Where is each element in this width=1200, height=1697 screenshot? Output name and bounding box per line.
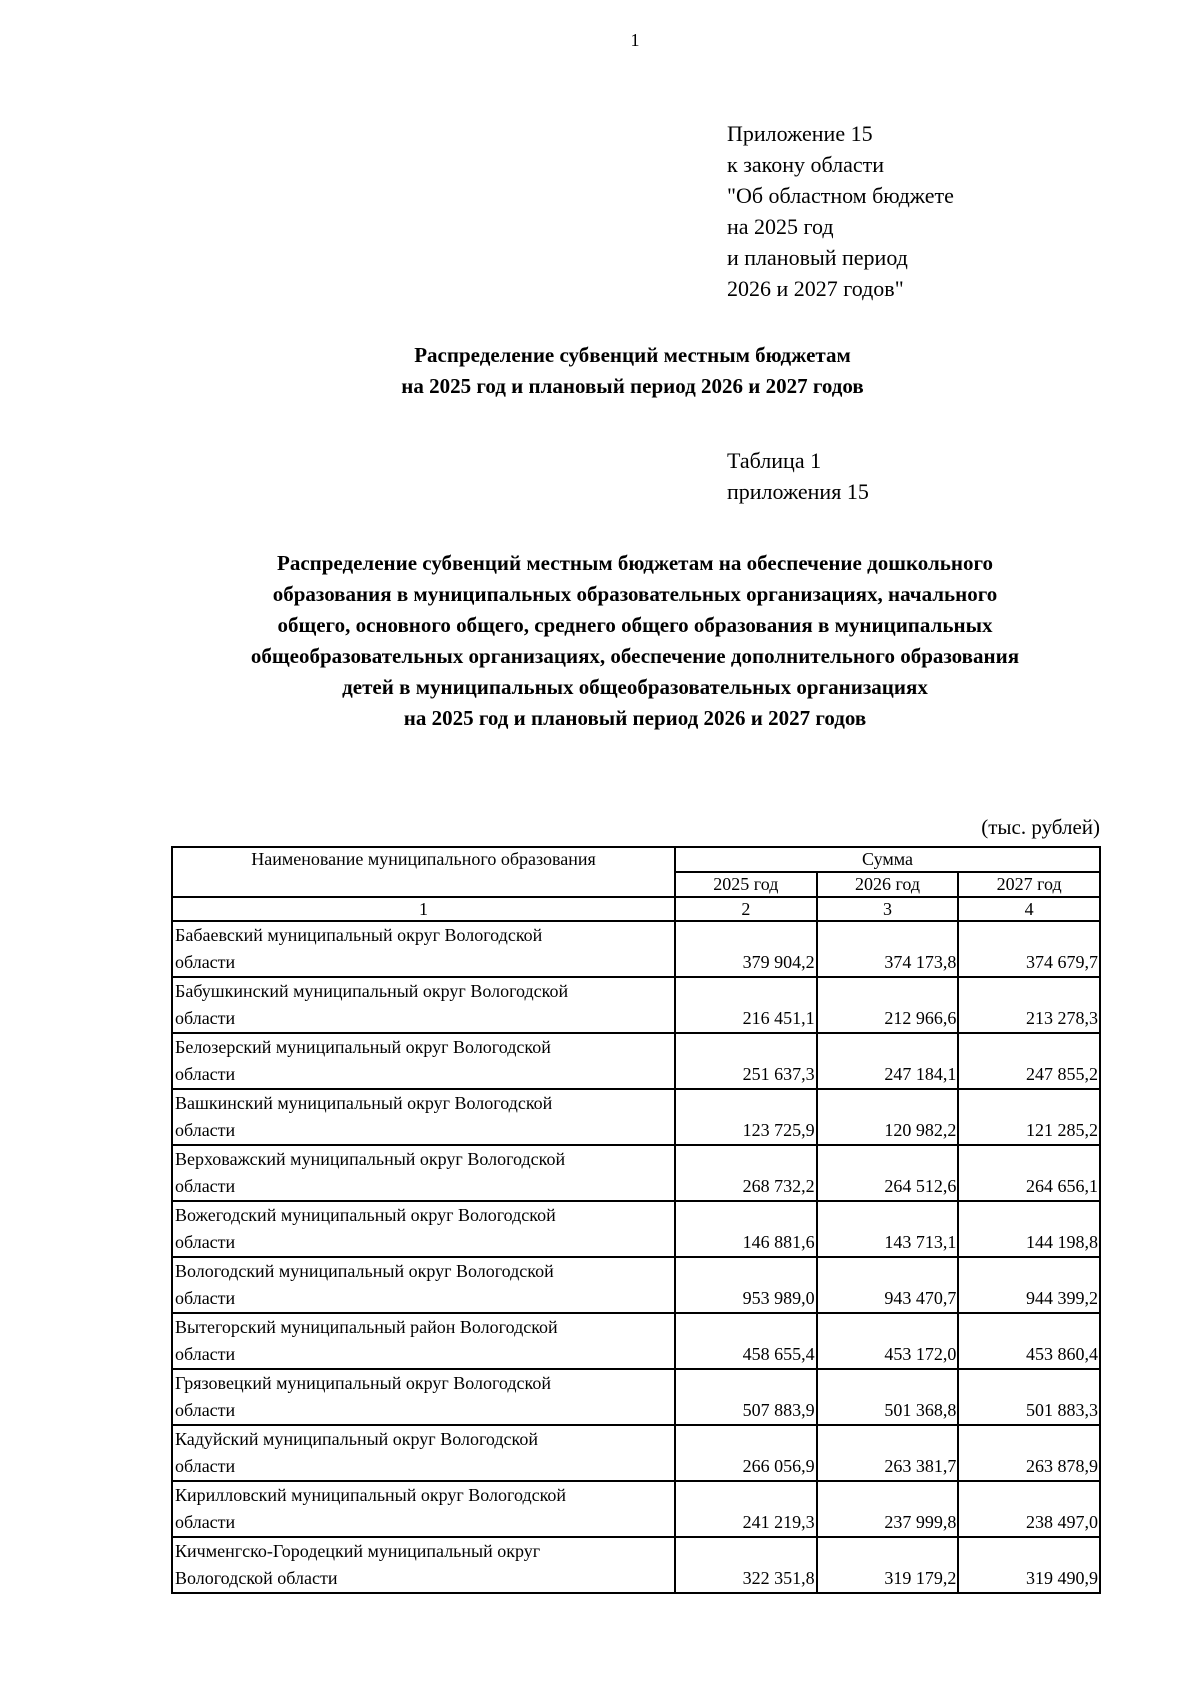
municipality-name-line: Вологодской области bbox=[175, 1568, 338, 1588]
municipality-name-line: Кирилловский муниципальный округ Вологодской bbox=[175, 1485, 567, 1505]
index-cell: 4 bbox=[958, 897, 1100, 921]
amount-2025: 146 881,6 bbox=[675, 1201, 817, 1257]
municipality-name bbox=[172, 1257, 675, 1313]
page-number: 1 bbox=[630, 30, 640, 50]
amount-2027: 374 679,7 bbox=[958, 921, 1100, 977]
table-title-line: на 2025 год и плановый период 2026 и 2027 годов bbox=[403, 706, 867, 730]
table-row bbox=[172, 1257, 1100, 1313]
amount-2025: 251 637,3 bbox=[675, 1033, 817, 1089]
table-reference-line: Таблица 1 bbox=[727, 448, 822, 473]
table-row bbox=[172, 977, 1100, 1033]
amount-2025: 379 904,2 bbox=[675, 921, 817, 977]
municipality-name-line: Белозерский муниципальный округ Вологодской bbox=[175, 1037, 551, 1057]
amount-2027: 144 198,8 bbox=[958, 1201, 1100, 1257]
municipality-name-line: области bbox=[175, 1232, 236, 1252]
appendix-reference bbox=[727, 118, 954, 304]
amount-2027: 238 497,0 bbox=[958, 1481, 1100, 1537]
municipality-name-line: Грязовецкий муниципальный округ Вологодской bbox=[175, 1373, 552, 1393]
municipality-name bbox=[172, 1425, 675, 1481]
main-title-line: Распределение субвенций местным бюджетам bbox=[414, 343, 851, 367]
amount-2027: 501 883,3 bbox=[958, 1369, 1100, 1425]
amount-2026: 319 179,2 bbox=[817, 1537, 959, 1593]
municipality-name bbox=[172, 1033, 675, 1089]
amount-2027: 264 656,1 bbox=[958, 1145, 1100, 1201]
amount-2025: 458 655,4 bbox=[675, 1313, 817, 1369]
municipality-name bbox=[172, 977, 675, 1033]
main-title-line: на 2025 год и плановый период 2026 и 2027 годов bbox=[401, 374, 864, 398]
municipality-name-line: области bbox=[175, 1176, 236, 1196]
municipality-name-line: Кадуйский муниципальный округ Вологодской bbox=[175, 1429, 538, 1449]
table-row bbox=[172, 1537, 1100, 1593]
municipality-name-line: области bbox=[175, 1120, 236, 1140]
table-title-line: детей в муниципальных общеобразовательных организациях bbox=[342, 675, 928, 699]
amount-2025: 953 989,0 bbox=[675, 1257, 817, 1313]
amount-2026: 120 982,2 bbox=[817, 1089, 959, 1145]
amount-2025: 507 883,9 bbox=[675, 1369, 817, 1425]
municipality-name-line: области bbox=[175, 1400, 236, 1420]
municipality-name-line: области bbox=[175, 1344, 236, 1364]
table-row bbox=[172, 1369, 1100, 1425]
header-sum: Сумма bbox=[675, 847, 1100, 872]
index-cell: 3 bbox=[817, 897, 959, 921]
municipality-name bbox=[172, 1369, 675, 1425]
table-row bbox=[172, 1425, 1100, 1481]
amount-2025: 123 725,9 bbox=[675, 1089, 817, 1145]
municipality-name-line: Вологодский муниципальный округ Вологодской bbox=[175, 1261, 554, 1281]
amount-2025: 216 451,1 bbox=[675, 977, 817, 1033]
table-title-line: образования в муниципальных образовательных организациях, начального bbox=[272, 582, 998, 606]
municipality-name bbox=[172, 1145, 675, 1201]
municipality-name-line: Бабушкинский муниципальный округ Вологодской bbox=[175, 981, 569, 1001]
header-year-2026: 2026 год bbox=[817, 872, 959, 897]
municipality-name-line: Вашкинский муниципальный округ Вологодской bbox=[175, 1093, 553, 1113]
appendix-line: к закону области bbox=[727, 152, 885, 177]
municipality-name-line: области bbox=[175, 1064, 236, 1084]
amount-2027: 247 855,2 bbox=[958, 1033, 1100, 1089]
amount-2025: 266 056,9 bbox=[675, 1425, 817, 1481]
amount-2026: 212 966,6 bbox=[817, 977, 959, 1033]
table-row bbox=[172, 1481, 1100, 1537]
index-cell: 1 bbox=[172, 897, 675, 921]
table-row bbox=[172, 1033, 1100, 1089]
table-row bbox=[172, 1089, 1100, 1145]
municipality-name bbox=[172, 1201, 675, 1257]
municipality-name-line: области bbox=[175, 1288, 236, 1308]
table-body bbox=[172, 897, 1100, 1593]
main-title bbox=[0, 340, 1200, 402]
amount-2025: 241 219,3 bbox=[675, 1481, 817, 1537]
amount-2027: 944 399,2 bbox=[958, 1257, 1100, 1313]
amount-2026: 263 381,7 bbox=[817, 1425, 959, 1481]
table-row bbox=[172, 1313, 1100, 1369]
municipality-name-line: Вытегорский муниципальный район Вологодской bbox=[175, 1317, 558, 1337]
table-title-line: Распределение субвенций местным бюджетам на обеспечение дошкольного bbox=[277, 551, 993, 575]
amount-2026: 237 999,8 bbox=[817, 1481, 959, 1537]
municipality-name-line: области bbox=[175, 1456, 236, 1476]
municipality-name-line: области bbox=[175, 1512, 236, 1532]
amount-2026: 501 368,8 bbox=[817, 1369, 959, 1425]
table-row bbox=[172, 1145, 1100, 1201]
table-row bbox=[172, 1201, 1100, 1257]
table-title-line: общеобразовательных организациях, обеспечение дополнительного образования bbox=[250, 644, 1020, 668]
amount-2026: 453 172,0 bbox=[817, 1313, 959, 1369]
municipality-name-line: Вожегодский муниципальный округ Вологодской bbox=[175, 1205, 556, 1225]
units-label: (тыс. рублей) bbox=[981, 815, 1100, 839]
amount-2027: 213 278,3 bbox=[958, 977, 1100, 1033]
municipality-name bbox=[172, 1089, 675, 1145]
amount-2026: 247 184,1 bbox=[817, 1033, 959, 1089]
header-year-2027: 2027 год bbox=[958, 872, 1100, 897]
appendix-line: и плановый период bbox=[727, 245, 908, 270]
municipality-name-line: Верховажский муниципальный округ Вологодской bbox=[175, 1149, 566, 1169]
amount-2027: 453 860,4 bbox=[958, 1313, 1100, 1369]
municipality-name-line: области bbox=[175, 1008, 236, 1028]
amount-2026: 374 173,8 bbox=[817, 921, 959, 977]
header-year-2025: 2025 год bbox=[675, 872, 817, 897]
municipality-name bbox=[172, 1481, 675, 1537]
appendix-line: 2026 и 2027 годов" bbox=[727, 276, 904, 301]
amount-2025: 268 732,2 bbox=[675, 1145, 817, 1201]
amount-2027: 263 878,9 bbox=[958, 1425, 1100, 1481]
header-name: Наименование муниципального образования bbox=[172, 847, 675, 897]
amount-2026: 143 713,1 bbox=[817, 1201, 959, 1257]
table-reference bbox=[727, 445, 869, 507]
appendix-line: Приложение 15 bbox=[727, 121, 873, 146]
table-reference-line: приложения 15 bbox=[727, 479, 869, 504]
table-title bbox=[0, 548, 1200, 734]
municipality-name-line: Бабаевский муниципальный округ Вологодской bbox=[175, 925, 543, 945]
appendix-line: на 2025 год bbox=[727, 214, 834, 239]
municipality-name bbox=[172, 1313, 675, 1369]
appendix-line: "Об областном бюджете bbox=[727, 183, 954, 208]
subvention-table bbox=[171, 846, 1101, 1594]
municipality-name-line: Кичменгско-Городецкий муниципальный округ bbox=[175, 1541, 541, 1561]
municipality-name bbox=[172, 1537, 675, 1593]
municipality-name-line: области bbox=[175, 952, 236, 972]
index-cell: 2 bbox=[675, 897, 817, 921]
table-row bbox=[172, 921, 1100, 977]
amount-2026: 943 470,7 bbox=[817, 1257, 959, 1313]
municipality-name bbox=[172, 921, 675, 977]
index-row bbox=[172, 897, 1100, 921]
amount-2025: 322 351,8 bbox=[675, 1537, 817, 1593]
table-title-line: общего, основного общего, среднего общего образования в муниципальных bbox=[277, 613, 993, 637]
amount-2027: 121 285,2 bbox=[958, 1089, 1100, 1145]
amount-2026: 264 512,6 bbox=[817, 1145, 959, 1201]
amount-2027: 319 490,9 bbox=[958, 1537, 1100, 1593]
